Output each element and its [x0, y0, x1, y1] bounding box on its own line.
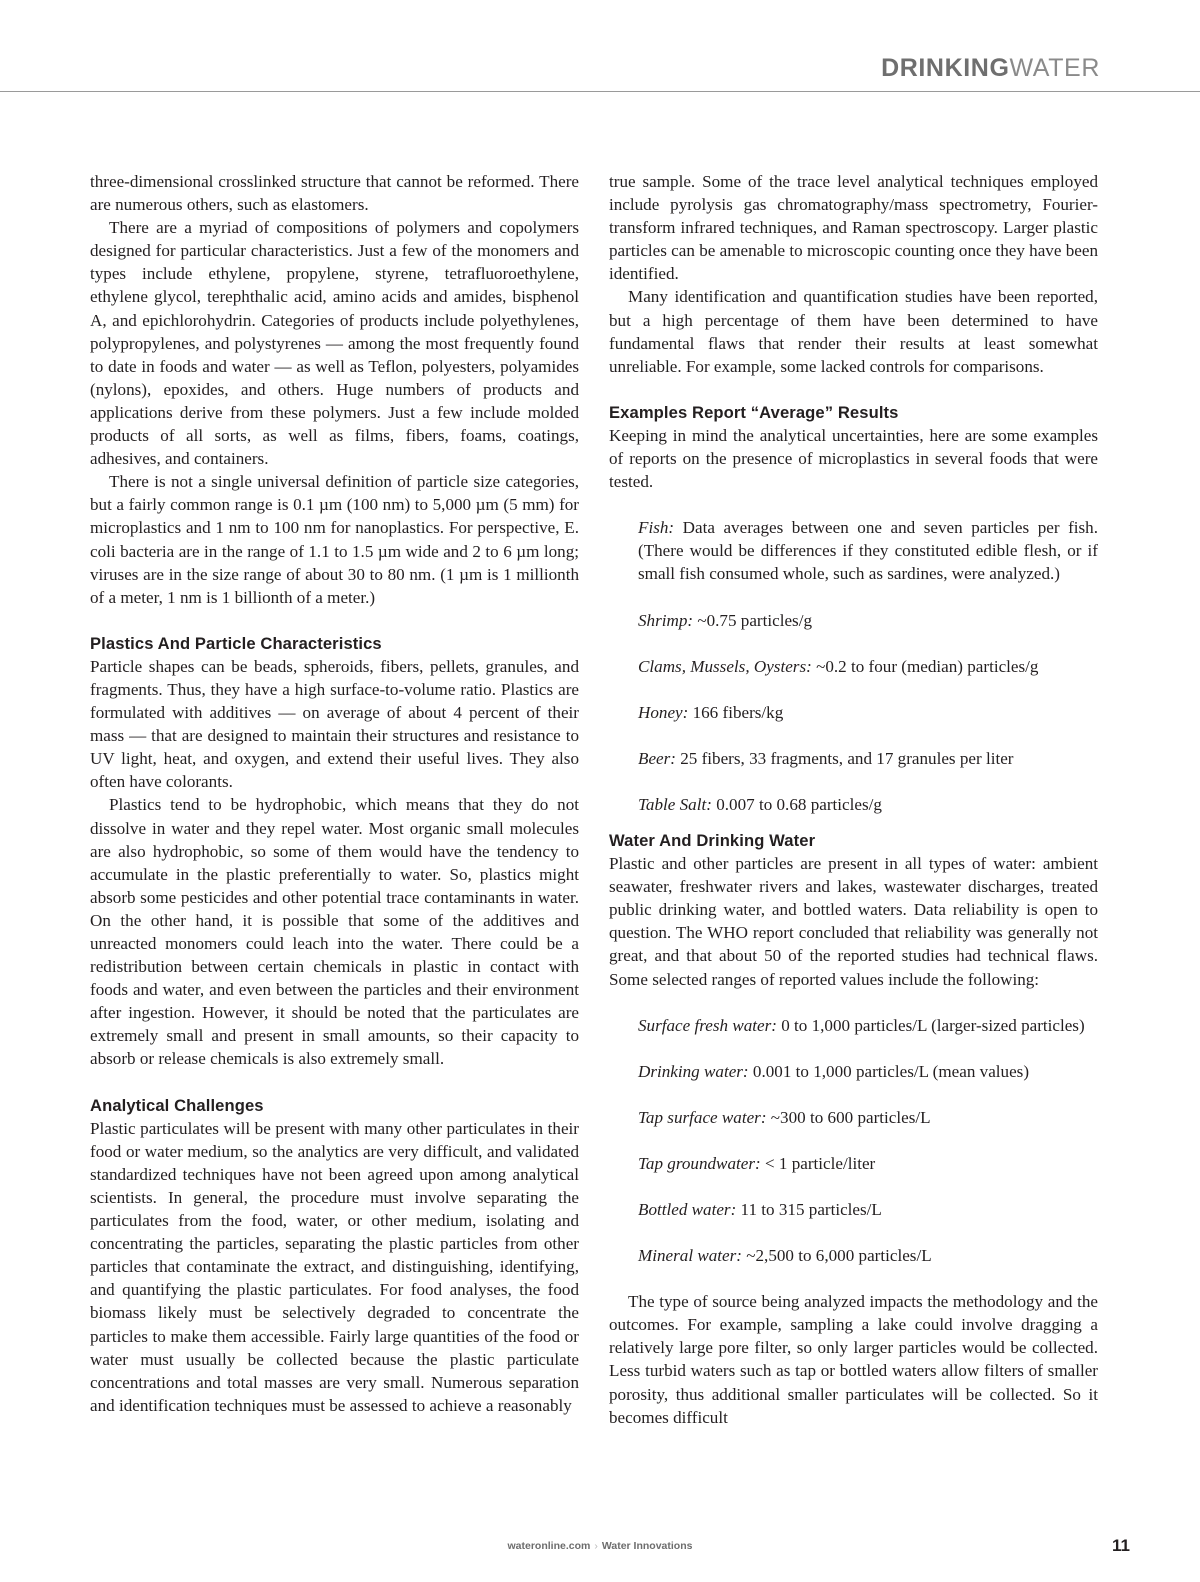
paragraph: Plastic particulates will be present with many other particulates in their food or water medium, so the analytics are very difficult, and validated standardized techniques have not been agreed upon among analytical scientists. In general, the procedure must involve separating the particulates from the food, water, or other medium, isolating and concentrating the particles, separating the plastic particles from other particles that contaminate the extract, and distinguishing, identifying, and quantifying the plastic particulates. For food analyses, the food biomass likely must be selectively degraded to concentrate the particles to make them accessible. Fairly large quantities of the food or water must usually be collected because the plastic particulate concentrations and total masses are very small. Numerous separation and identification techniques must be assessed to achieve a reasonably: [90, 1118, 579, 1415]
item-value: < 1 particle/liter: [760, 1153, 876, 1173]
item-value: Data averages between one and seven particles per fish. (There would be differences if they constituted edible flesh, or if small fish consumed whole, such as sardines, were analyzed.): [638, 518, 1098, 584]
list-item: [638, 1014, 1098, 1037]
left-column: [90, 170, 579, 1417]
list-item: [638, 1244, 1098, 1267]
paragraph: The type of source being analyzed impacts the methodology and the outcomes. For example, sampling a lake could involve dragging a relatively large pore filter, so only larger particles would be collected. Less turbid waters such as tap or bottled waters allow filters of smaller porosity, thus additional smaller particulates will be collected. So it becomes difficult: [609, 1292, 1098, 1427]
item-label: Drinking water:: [638, 1061, 749, 1081]
list-item: [638, 655, 1098, 678]
page-footer: [0, 1536, 1200, 1570]
list-item: [638, 609, 1098, 632]
paragraph: Keeping in mind the analytical uncertainties, here are some examples of reports on the presence of microplastics in several foods that were tested.: [609, 425, 1098, 492]
item-value: ~300 to 600 particles/L: [766, 1107, 931, 1127]
paragraph: three-dimensional crosslinked structure that cannot be reformed. There are numerous others, such as elastomers.: [90, 172, 579, 215]
item-value: 25 fibers, 33 fragments, and 17 granules per liter: [675, 748, 1014, 768]
item-label: Honey:: [638, 702, 689, 722]
section-brand: [881, 56, 1100, 81]
section-heading: Water And Drinking Water: [609, 830, 816, 850]
paragraph: There are a myriad of compositions of polymers and copolymers designed for particular characteristics. Just a few of the monomers and types include ethylene, propylene, styrene, tetrafluoroethylene, ethylene glycol, terephthalic acid, amino acids and amides, bisphenol A, and epichlorohydrin. Categories of products include polyethylenes, polypropylenes, and polystyrenes — among the most frequently found to date in foods and water — as well as Teflon, polyesters, polyamides (nylons), epoxides, and others. Huge numbers of products and applications derive from these polymers. Just a few include molded products of all sorts, as well as films, fibers, foams, coatings, adhesives, and containers.: [90, 218, 579, 469]
item-label: Fish:: [638, 518, 675, 538]
section-heading: Examples Report “Average” Results: [609, 402, 899, 422]
item-value: 0.007 to 0.68 particles/g: [711, 794, 882, 814]
paragraph: Particle shapes can be beads, spheroids, fibers, pellets, granules, and fragments. Thus, they have a high surface-to-volume ratio. Plastics are formulated with additives — on average of about 4 percent of their mass — that are designed to maintain their structures and resistance to UV light, heat, and oxygen, and extend their useful lives. They also often have colorants.: [90, 656, 579, 792]
item-value: 0.001 to 1,000 particles/L (mean values): [748, 1061, 1030, 1081]
section-heading: Analytical Challenges: [90, 1095, 264, 1115]
list-item: [638, 747, 1098, 770]
right-column: [609, 170, 1098, 1429]
list-item: [638, 1152, 1098, 1175]
paragraph: Plastics tend to be hydrophobic, which means that they do not dissolve in water and they repel water. Most organic small molecules are also hydrophobic, so some of them would have the tendency to accumulate in the plastic preferentially to water. So, plastics might absorb some pesticides and other potential trace contaminants in water. On the other hand, it is possible that some of the additives and unreacted monomers could leach into the water. There could be a redistribution between certain chemicals in plastic in contact with foods and water, and even between the particles and their environment after ingestion. However, it should be noted that the particulates are extremely small and present in small amounts, so their capacity to absorb or release chemicals is also extremely small.: [90, 795, 579, 1069]
list-item: [638, 516, 1098, 585]
list-item: [638, 701, 1098, 724]
item-label: Tap groundwater:: [638, 1153, 761, 1173]
item-label: Surface fresh water:: [638, 1015, 777, 1035]
page-number: 11: [1112, 1536, 1130, 1555]
list-item: [638, 793, 1098, 816]
food-results-list: [638, 516, 1098, 816]
chevron-right-icon: ›: [594, 1540, 598, 1552]
item-label: Tap surface water:: [638, 1107, 767, 1127]
paragraph: Plastic and other particles are present in all types of water: ambient seawater, freshwater rivers and lakes, wastewater discharges, treated public drinking water, and bottled waters. Data reliability is open to question. The WHO report concluded that reliability was generally not great, and that about 50 of the reported studies had technical flaws. Some selected ranges of reported values include the following:: [609, 854, 1098, 989]
footer-credit: [0, 1540, 1200, 1552]
item-value: 11 to 315 particles/L: [736, 1200, 882, 1219]
page-header: [0, 0, 1200, 92]
item-value: ~0.2 to four (median) particles/g: [811, 656, 1039, 676]
brand-bold: DRINKING: [881, 54, 1010, 82]
item-label: Beer:: [638, 748, 676, 768]
item-label: Clams, Mussels, Oysters:: [638, 656, 812, 676]
item-value: 166 fibers/kg: [688, 702, 784, 722]
paragraph: Many identification and quantification studies have been reported, but a high percentage of them have been determined to have fundamental flaws that render their results at least somewhat unreliable. For example, some lacked controls for comparisons.: [609, 287, 1098, 376]
item-label: Shrimp:: [638, 610, 694, 630]
item-label: Mineral water:: [638, 1246, 742, 1266]
item-value: 0 to 1,000 particles/L (larger-sized particles): [776, 1015, 1085, 1035]
footer-site-link[interactable]: wateronline.com: [507, 1540, 591, 1552]
item-value: ~2,500 to 6,000 particles/L: [741, 1246, 932, 1266]
item-label: Table Salt:: [638, 794, 712, 814]
list-item: [638, 1060, 1098, 1083]
brand-light: WATER: [1009, 54, 1100, 82]
paragraph: true sample. Some of the trace level analytical techniques employed include pyrolysis gas chromatography/mass spectrometry, Fourier-transform infrared techniques, and Raman spectroscopy. Larger plastic particles can be amenable to microscopic counting once they have been identified.: [609, 172, 1098, 284]
footer-publication: Water Innovations: [601, 1540, 693, 1552]
item-label: Bottled water:: [638, 1200, 737, 1219]
list-item: [638, 1198, 1098, 1221]
paragraph: There is not a single universal definition of particle size categories, but a fairly common range is 0.1 µm (100 nm) to 5,000 µm (5 mm) for microplastics and 1 nm to 100 nm for nanoplastics. For perspective, E. coli bacteria are in the range of 1.1 to 1.5 µm wide and 2 to 6 µm long; viruses are in the size range of about 30 to 80 nm. (1 µm is 1 millionth of a meter, 1 nm is 1 billionth of a meter.): [90, 472, 579, 607]
section-heading: Plastics And Particle Characteristics: [90, 633, 382, 653]
list-item: [638, 1106, 1098, 1129]
item-value: ~0.75 particles/g: [693, 610, 812, 630]
water-results-list: [638, 1014, 1098, 1268]
